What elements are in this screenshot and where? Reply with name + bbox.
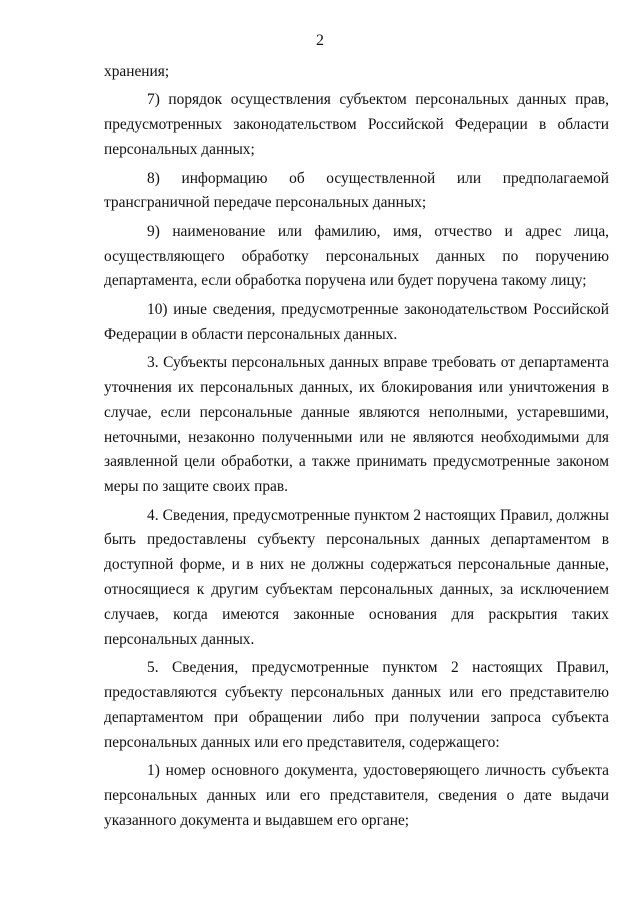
paragraph-item-8: 8) информацию об осуществленной или предполагаемой трансграничной передаче персональных данных; (104, 169, 609, 212)
paragraph-item-10: 10) иные сведения, предусмотренные законодательством Российской Федерации в области персональных данных. (104, 300, 609, 343)
page-number: 2 (316, 32, 324, 49)
paragraph-subitem-1: 1) номер основного документа, удостоверяющего личность субъекта персональных данных или его представителя, сведения о дате выдачи указанного документа и выдавшем его органе; (104, 762, 609, 829)
paragraph-continuation: хранения; (104, 63, 170, 80)
paragraph-clause-3: 3. Субъекты персональных данных вправе требовать от департамента уточнения их персональных данных, их блокирования или уничтожения в случае, если персональные данные являются неполными, устаревшими, неточными, незаконно полученными или не являются необходимыми для заявленной цели обработки, а также принимать предусмотренные законом меры по защите своих прав. (104, 354, 609, 496)
paragraph-item-9: 9) наименование или фамилию, имя, отчество и адрес лица, осуществляющего обработку персональных данных по поручению департамента, если обработка поручена или будет поручена такому лицу; (104, 222, 609, 290)
paragraph-clause-4: 4. Сведения, предусмотренные пунктом 2 настоящих Правил, должны быть предоставлены субъекту персональных данных департаментом в доступной форме, и в них не должны содержаться персональные данные, относящиеся к другим субъектам персональных данных, за исключением случаев, когда имеются законные основания для раскрытия таких персональных данных. (104, 506, 609, 648)
document-body (104, 60, 609, 837)
paragraph-clause-5: 5. Сведения, предусмотренные пунктом 2 настоящих Правил, предоставляются субъекту персональных данных или его представителю департаментом при обращении либо при получении запроса субъекта персональных данных или его представителя, содержащего: (104, 659, 609, 751)
paragraph-item-7: 7) порядок осуществления субъектом персональных данных прав, предусмотренных законодательством Российской Федерации в области персональных данных; (104, 91, 609, 159)
